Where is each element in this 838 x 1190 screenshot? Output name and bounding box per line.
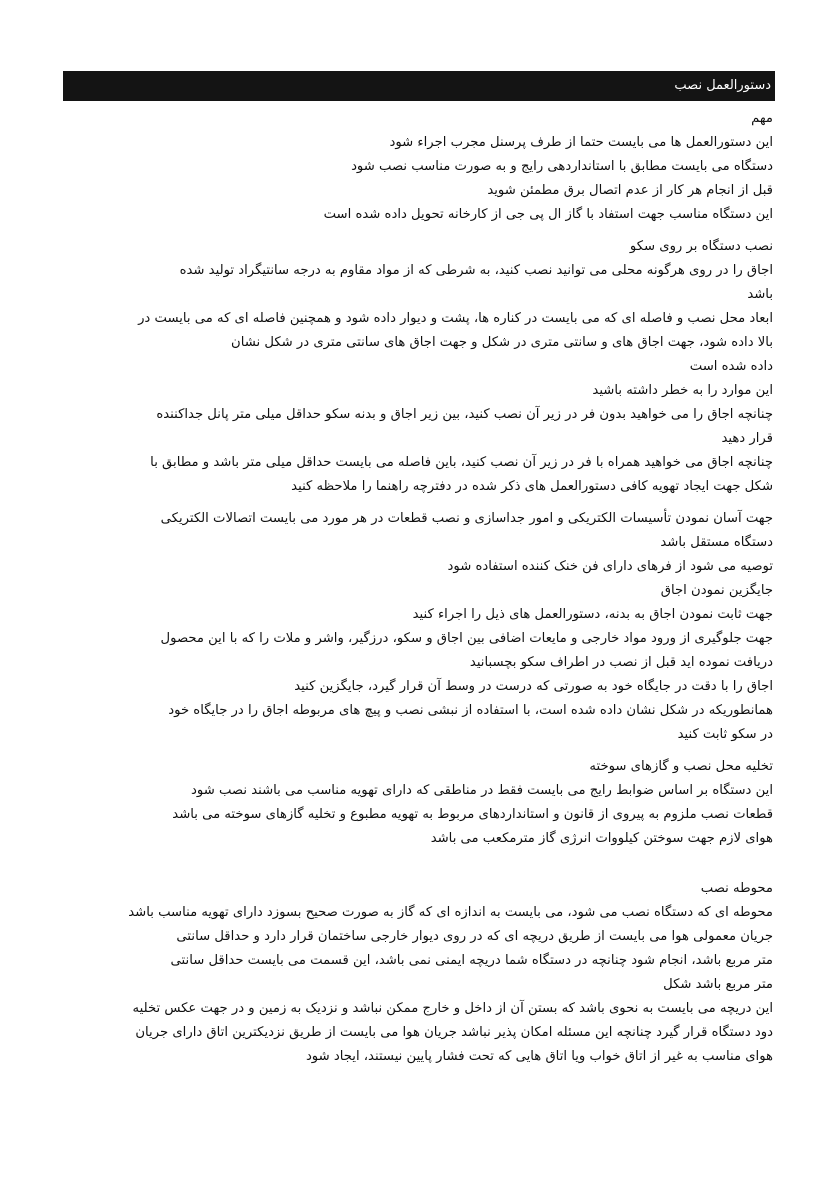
text-line: قطعات نصب ملزوم به پیروی از قانون و استانداردهای مربوط به تهویه مطبوع و تخلیه گازهای سوخته می باشد xyxy=(172,807,773,822)
text-line: همانطوریکه در شکل نشان داده شده است، با استفاده از نبشی نصب و پیچ های مربوطه اجاق را در جایگاه خود xyxy=(168,703,773,718)
section-install-on-counter xyxy=(63,235,775,499)
text-line: متر مربع باشد شکل xyxy=(663,977,773,992)
section-heading: مهم xyxy=(751,111,773,126)
text-line: قرار دهید xyxy=(721,431,773,446)
text-line: این دستورالعمل ها می بایست حتما از طرف پرسنل مجرب اجراء شود xyxy=(389,135,773,150)
text-line: چنانچه اجاق را می خواهید بدون فر در زیر آن نصب کنید، بین زیر اجاق و بدنه سکو حداقل میلی متر پانل جداکننده xyxy=(156,407,773,422)
text-line: اجاق را با دقت در جایگاه خود به صورتی که درست در وسط آن قرار گیرد، جایگزین کنید xyxy=(294,679,773,694)
document-page xyxy=(63,71,775,1077)
text-line: قبل از انجام هر کار از عدم اتصال برق مطمئن شوید xyxy=(487,183,773,198)
text-line: در سکو ثابت کنید xyxy=(677,727,773,742)
text-line: این دستگاه مناسب جهت استفاد با گاز ال پی جی از کارخانه تحویل داده شده است xyxy=(323,207,773,222)
section-heading: جایگزین نمودن اجاق xyxy=(660,583,773,598)
text-line: داده شده است xyxy=(689,359,773,374)
page-title: دستورالعمل نصب xyxy=(63,71,775,101)
text-line: متر مربع باشد، انجام شود چنانچه در دستگاه شما دریچه ایمنی نمی باشد، این قسمت می بایست حداقل سانتی xyxy=(170,953,773,968)
section-important xyxy=(63,107,775,227)
text-line: جهت آسان نمودن تأسیسات الکتریکی و امور جداسازی و نصب قطعات در هر مورد می بایست اتصالات الکتریکی xyxy=(160,511,773,526)
text-line: دود دستگاه قرار گیرد چنانچه این مسئله امکان پذیر نباشد جریان هوا می بایست از طریق نزدیکترین اتاق دارای جریان xyxy=(135,1025,773,1040)
section-room xyxy=(63,877,775,1069)
section-exhaust xyxy=(63,755,775,851)
text-line: هوای مناسب به غیر از اتاق خواب ویا اتاق هایی که تحت فشار پایین نیستند، ایجاد شود xyxy=(305,1049,773,1064)
text-line: ابعاد محل نصب و فاصله ای که می بایست در کناره ها، پشت و دیوار داده شود و همچنین فاصله ای که می بایست در xyxy=(138,311,773,326)
text-line: توصیه می شود از فرهای دارای فن خنک کننده استفاده شود xyxy=(447,559,773,574)
section-heading: نصب دستگاه بر روی سکو xyxy=(629,239,773,254)
text-line: این دریچه می بایست به نحوی باشد که بستن آن از داخل و خارج ممکن نباشد و نزدیک به زمین و در جهت عکس تخلیه xyxy=(132,1001,773,1016)
text-line: شکل جهت ایجاد تهویه کافی دستورالعمل های ذکر شده در دفترچه راهنما را ملاحظه کنید xyxy=(291,479,773,494)
text-line: باشد xyxy=(747,287,773,302)
text-line: چنانچه اجاق می خواهید همراه با فر در زیر آن نصب کنید، باین فاصله می بایست حداقل میلی متر باشد و مطابق با xyxy=(150,455,773,470)
text-line: جهت جلوگیری از ورود مواد خارجی و مایعات اضافی بین اجاق و سکو، درزگیر، واشر و ملات را که با این محصول xyxy=(160,631,773,646)
text-line: جهت ثابت نمودن اجاق به بدنه، دستورالعمل های ذیل را اجراء کنید xyxy=(412,607,773,622)
text-line: دستگاه می بایست مطابق با استانداردهی رایج و به صورت مناسب نصب شود xyxy=(351,159,773,174)
text-line: دستگاه مستقل باشد xyxy=(660,535,773,550)
text-line: دریافت نموده اید قبل از نصب در اطراف سکو بچسبانید xyxy=(469,655,773,670)
text-line: این موارد را به خطر داشته باشید xyxy=(592,383,773,398)
section-heading: تخلیه محل نصب و گازهای سوخته xyxy=(589,759,773,774)
text-line: محوطه ای که دستگاه نصب می شود، می بایست به اندازه ای که گاز به صورت صحیح بسوزد دارای تهویه مناسب باشد xyxy=(128,905,773,920)
section-replacement xyxy=(63,507,775,747)
text-line: جریان معمولی هوا می بایست از طریق دریچه ای که در روی دیوار خارجی ساختمان قرار دارد و حداقل سانتی xyxy=(176,929,773,944)
text-line: هوای لازم جهت سوختن کیلووات انرژی گاز مترمکعب می باشد xyxy=(430,831,773,846)
spacer xyxy=(63,859,775,877)
text-line: بالا داده شود، جهت اجاق های و سانتی متری در شکل و جهت اجاق های سانتی متری در شکل نشان xyxy=(231,335,773,350)
text-line: این دستگاه بر اساس ضوابط رایج می بایست فقط در مناطقی که دارای تهویه مناسب می باشند نصب شود xyxy=(191,783,773,798)
section-heading: محوطه نصب xyxy=(700,881,773,896)
text-line: اجاق را در روی هرگونه محلی می توانید نصب کنید، به شرطی که از مواد مقاوم به درجه سانتیگراد تولید شده xyxy=(179,263,773,278)
